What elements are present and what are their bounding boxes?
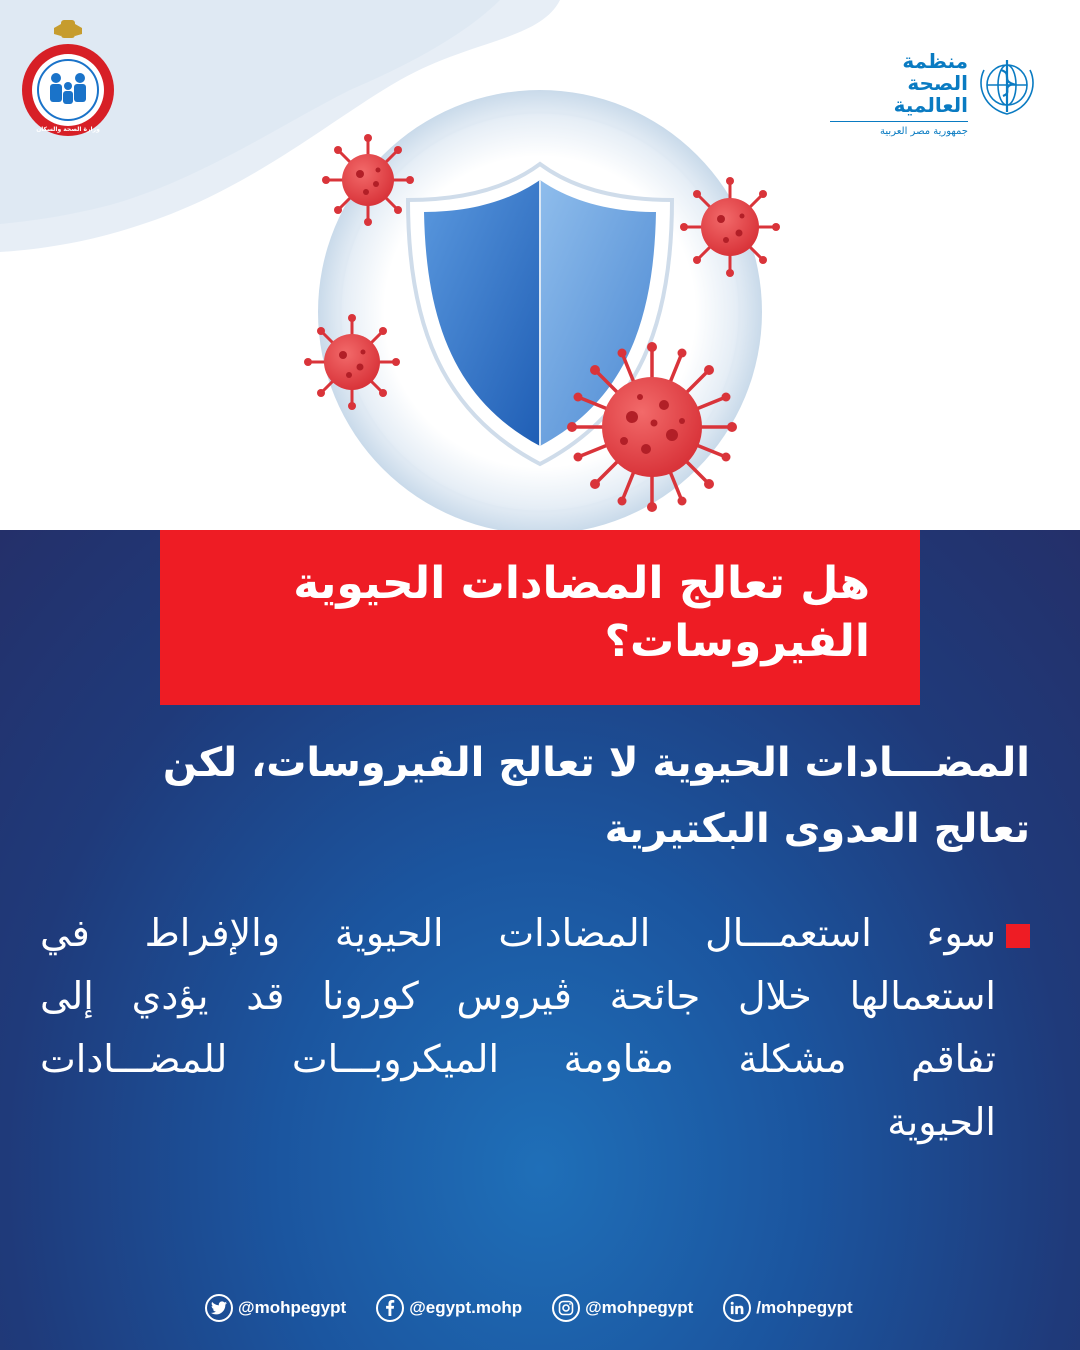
answer-line-2: تعالج العدوى البكتيرية — [604, 806, 1030, 852]
question-banner — [160, 530, 920, 705]
who-text-block — [830, 50, 968, 138]
svg-text:وزارة الصحة والسكان: وزارة الصحة والسكان — [36, 126, 100, 133]
virus-top-left — [322, 134, 414, 226]
who-country: جمهورية مصر العربية — [880, 126, 968, 137]
social-instagram[interactable] — [552, 1294, 693, 1322]
facebook-handle: @egypt.mohp — [409, 1298, 523, 1317]
who-divider — [830, 121, 968, 122]
virus-bottom-right — [567, 342, 737, 512]
instagram-handle: @mohpegypt — [585, 1298, 694, 1317]
answer-heading — [40, 730, 1030, 862]
virus-middle-left — [304, 314, 400, 410]
shield-virus-illustration — [290, 72, 790, 530]
bullet-paragraph — [40, 902, 1032, 1154]
linkedin-icon — [723, 1294, 751, 1322]
linkedin-handle: /mohpegypt — [756, 1298, 853, 1317]
who-emblem-icon — [972, 52, 1042, 122]
bullet-line-1: سوء استعمـــال المضادات الحيوية والإفراط في — [40, 911, 996, 955]
social-linkedin[interactable] — [723, 1294, 852, 1322]
bullet-line-3: تفاقم مشكلة مقاومة الميكروبـــات للمضـــادات — [40, 1037, 996, 1081]
bullet-text — [40, 902, 1032, 1154]
top-section — [0, 0, 1080, 530]
social-facebook[interactable] — [376, 1294, 522, 1322]
bullet-line-2: استعمالها خلال جائحة ڤيروس كورونا قد يؤدي إلى — [40, 974, 996, 1018]
who-name-line-2: الصحة العالمية — [893, 71, 968, 117]
answer-line-1: المضـــادات الحيوية لا تعالج الفيروسات، لكن — [162, 740, 1030, 786]
twitter-handle: @mohpegypt — [238, 1298, 347, 1317]
facebook-icon — [376, 1294, 404, 1322]
bullet-marker — [1006, 924, 1030, 948]
twitter-icon — [205, 1294, 233, 1322]
social-twitter[interactable] — [205, 1294, 346, 1322]
question-line-2: الفيروسات؟ — [604, 616, 870, 667]
social-links — [205, 1291, 853, 1325]
content-section — [0, 530, 1080, 1350]
instagram-icon — [552, 1294, 580, 1322]
bullet-line-4: الحيوية — [887, 1100, 996, 1144]
ministry-of-health-logo — [18, 18, 118, 140]
who-logo — [830, 49, 1045, 137]
virus-top-right — [680, 177, 780, 277]
who-name-line-1: منظمة — [902, 49, 968, 73]
question-line-1: هل تعالج المضادات الحيوية — [293, 558, 870, 609]
